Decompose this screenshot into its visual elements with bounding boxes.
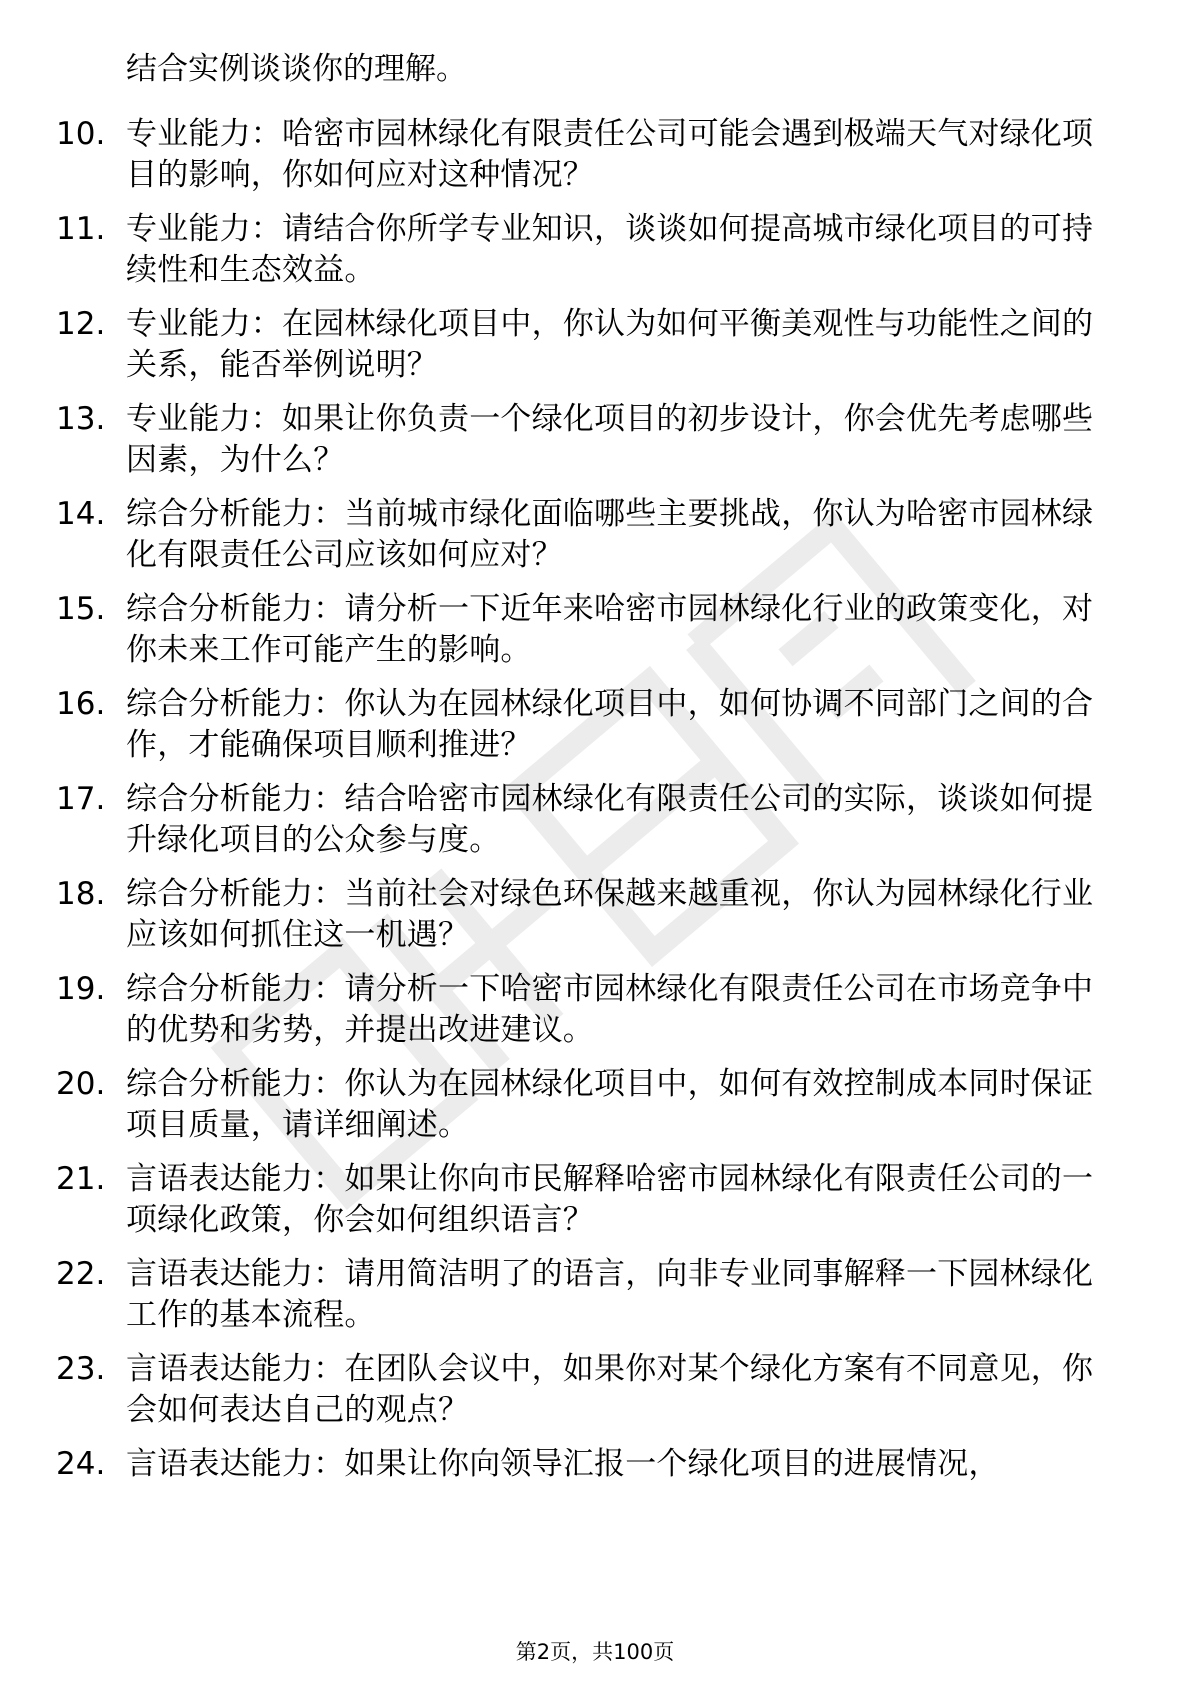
- question-item: [56, 1064, 1136, 1146]
- question-item: [56, 1254, 1136, 1336]
- question-item: [56, 494, 1136, 576]
- question-number: 21.: [56, 1161, 106, 1197]
- question-text: 专业能力：如果让你负责一个绿化项目的初步设计，你会优先考虑哪些因素，为什么？: [126, 401, 1094, 478]
- question-text: 综合分析能力：结合哈密市园林绿化有限责任公司的实际，谈谈如何提升绿化项目的公众参与度。: [126, 781, 1094, 858]
- question-number: 23.: [56, 1351, 106, 1387]
- question-item: [56, 684, 1136, 766]
- question-text: 专业能力：哈密市园林绿化有限责任公司可能会遇到极端天气对绿化项目的影响，你如何应对这种情况？: [126, 116, 1094, 193]
- question-number: 22.: [56, 1256, 106, 1292]
- question-item: [56, 779, 1136, 861]
- question-text: 综合分析能力：你认为在园林绿化项目中，如何协调不同部门之间的合作，才能确保项目顺利推进？: [126, 686, 1094, 763]
- question-number: 19.: [56, 971, 106, 1007]
- question-item: [56, 589, 1136, 671]
- question-number: 18.: [56, 876, 106, 912]
- question-item: [56, 209, 1136, 291]
- question-number: 11.: [56, 211, 106, 247]
- question-number: 13.: [56, 401, 106, 437]
- question-number: 15.: [56, 591, 106, 627]
- question-number: 16.: [56, 686, 106, 722]
- question-item: [56, 304, 1136, 386]
- question-text: 综合分析能力：你认为在园林绿化项目中，如何有效控制成本同时保证项目质量，请详细阐述。: [126, 1066, 1094, 1143]
- question-item: [56, 874, 1136, 956]
- question-text: 言语表达能力：如果让你向领导汇报一个绿化项目的进展情况，: [126, 1446, 1000, 1482]
- question-text: 言语表达能力：如果让你向市民解释哈密市园林绿化有限责任公司的一项绿化政策，你会如何组织语言？: [126, 1161, 1094, 1238]
- question-text: 专业能力：在园林绿化项目中，你认为如何平衡美观性与功能性之间的关系，能否举例说明？: [126, 306, 1094, 383]
- question-item: [56, 1444, 1136, 1485]
- question-text: 综合分析能力：请分析一下哈密市园林绿化有限责任公司在市场竞争中的优势和劣势，并提出改进建议。: [126, 971, 1094, 1048]
- question-item: [56, 399, 1136, 481]
- question-number: 12.: [56, 306, 106, 342]
- question-number: 17.: [56, 781, 106, 817]
- question-text: 专业能力：请结合你所学专业知识，谈谈如何提高城市绿化项目的可持续性和生态效益。: [126, 211, 1094, 288]
- question-number: 10.: [56, 116, 106, 152]
- question-text: 言语表达能力：请用简洁明了的语言，向非专业同事解释一下园林绿化工作的基本流程。: [126, 1256, 1094, 1333]
- question-list: [56, 114, 1136, 1498]
- question-item: [56, 969, 1136, 1051]
- question-number: 20.: [56, 1066, 106, 1102]
- question-item: [56, 1349, 1136, 1431]
- question-item: [56, 114, 1136, 196]
- question-text: 综合分析能力：当前城市绿化面临哪些主要挑战，你认为哈密市园林绿化有限责任公司应该如何应对？: [126, 496, 1094, 573]
- question-text: 综合分析能力：当前社会对绿色环保越来越重视，你认为园林绿化行业应该如何抓住这一机遇？: [126, 876, 1094, 953]
- question-text: 综合分析能力：请分析一下近年来哈密市园林绿化行业的政策变化，对你未来工作可能产生的影响。: [126, 591, 1094, 668]
- question-text: 言语表达能力：在团队会议中，如果你对某个绿化方案有不同意见，你会如何表达自己的观点？: [126, 1351, 1094, 1428]
- question-number: 24.: [56, 1446, 106, 1482]
- continuation-text: 结合实例谈谈你的理解。: [126, 51, 467, 87]
- question-number: 14.: [56, 496, 106, 532]
- question-item: [56, 1159, 1136, 1241]
- page-footer: 第2页，共100页: [515, 1640, 675, 1664]
